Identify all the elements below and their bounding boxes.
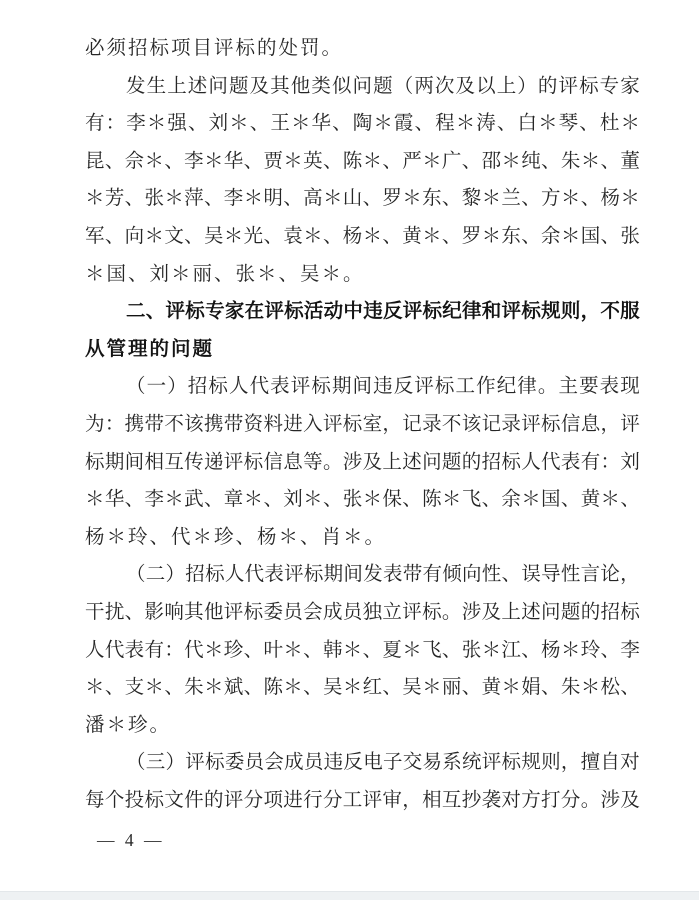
text-line: ＊ 、 支 ＊ 、 朱 ＊ 斌 、 陈 ＊ 、 吴 ＊ 红 、 吴 ＊ 丽 、 黄 ＊ 娟 、 朱 ＊ 松 、 bbox=[85, 677, 640, 699]
text-line: 人 代 表 有 ： 代 ＊ 珍 、 叶 ＊ 、 韩 ＊ 、 夏 ＊ 飞 、 张 ＊ 江 、 杨 ＊ 玲 、 李 bbox=[85, 639, 640, 661]
text-line: （ 三 ） 评 标 委 员 会 成 员 违 反 电 子 交 易 系 统 评 标 规 则 ， 擅 自 对 bbox=[126, 752, 640, 774]
text-line: 潘＊珍。 bbox=[85, 714, 172, 736]
page-number: — 4 — bbox=[97, 830, 165, 850]
text-line: ＊国、刘＊丽、张＊、吴＊。 bbox=[85, 263, 365, 285]
text-line: ＊ 芳 、 张 ＊ 萍 、 李 ＊ 明 、 高 ＊ 山 、 罗 ＊ 东 、 黎 ＊ 兰 、 方 ＊ 、 杨 ＊ bbox=[85, 188, 640, 210]
text-line: 干 扰 、 影 响 其 他 评 标 委 员 会 成 员 独 立 评 标 。 涉 及 上 述 问 题 的 招 标 bbox=[85, 601, 640, 623]
text-line: （ 一 ） 招 标 人 代 表 评 标 期 间 违 反 评 标 工 作 纪 律 。 主 要 表 现 bbox=[126, 376, 640, 398]
heading-line: 从管理的问题 bbox=[85, 337, 215, 360]
text-line: ＊ 华 、 李 ＊ 武 、 章 ＊ 、 刘 ＊ 、 张 ＊ 保 、 陈 ＊ 飞 、 余 ＊ 国 、 黄 ＊ 、 bbox=[85, 489, 640, 511]
text-line: 昆 、 佘 ＊ 、 李 ＊ 华 、 贾 ＊ 英 、 陈 ＊ 、 严 ＊ 广 、 邵 ＊ 纯 、 朱 ＊ 、 董 bbox=[85, 150, 640, 172]
text-line: 有 ： 李 ＊ 强 、 刘 ＊ 、 王 ＊ 华 、 陶 ＊ 霞 、 程 ＊ 涛 、 白 ＊ 琴 、 杜 ＊ bbox=[85, 113, 640, 135]
text-line: 每 个 投 标 文 件 的 评 分 项 进 行 分 工 评 审 ， 相 互 抄 袭 对 方 打 分 。 涉 及 bbox=[85, 789, 640, 811]
text-line: 军 、 向 ＊ 文 、 吴 ＊ 光 、 袁 ＊ 、 杨 ＊ 、 黄 ＊ 、 罗 ＊ 东 、 余 ＊ 国 、 张 bbox=[85, 225, 640, 247]
text-line: 杨＊玲、代＊珍、杨＊、肖＊。 bbox=[85, 526, 387, 548]
text-line: 必须招标项目评标的处罚。 bbox=[85, 38, 344, 59]
heading-line: 二 、 评 标 专 家 在 评 标 活 动 中 违 反 评 标 纪 律 和 评 标 规 则 ， 不 服 bbox=[126, 300, 640, 323]
scan-edge bbox=[0, 891, 699, 900]
document-body bbox=[85, 30, 640, 819]
text-line: 标 期 间 相 互 传 递 评 标 信 息 等 。 涉 及 上 述 问 题 的 招 标 人 代 表 有 ： 刘 bbox=[85, 451, 640, 473]
text-line: 发 生 上 述 问 题 及 其 他 类 似 问 题 （ 两 次 及 以 上 ） 的 评 标 专 家 bbox=[126, 75, 640, 97]
text-line: （ 二 ） 招 标 人 代 表 评 标 期 间 发 表 带 有 倾 向 性 、 误 导 性 言 论 ， bbox=[126, 564, 640, 586]
text-line: 为 ： 携 带 不 该 携 带 资 料 进 入 评 标 室 ， 记 录 不 该 记 录 评 标 信 息 ， 评 bbox=[85, 413, 640, 435]
